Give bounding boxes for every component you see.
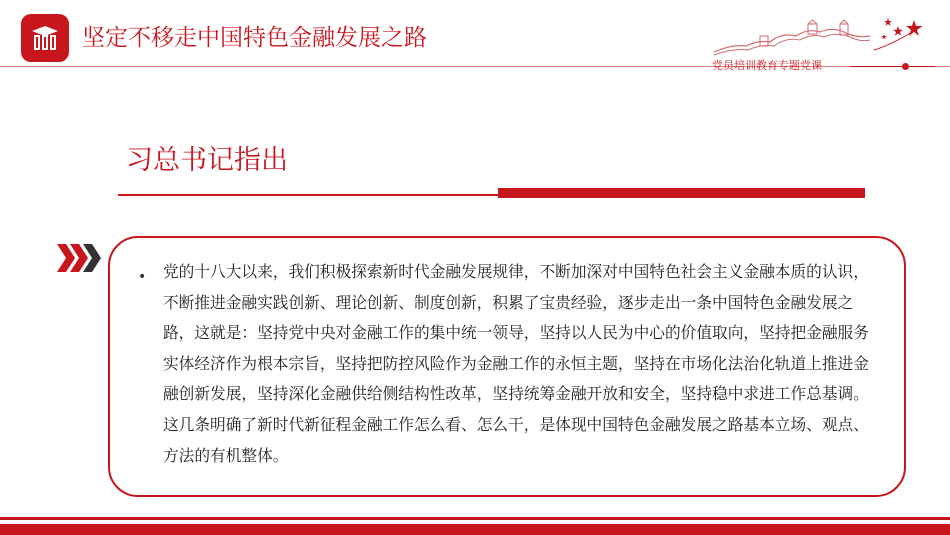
section-title-underline-thin: [118, 194, 503, 196]
logo: [21, 14, 69, 62]
books-icon: [29, 23, 61, 53]
header-subtitle: 党员培训教育专题党课: [712, 59, 822, 72]
section-title: 习总书记指出: [126, 145, 288, 176]
great-wall-icon: [712, 18, 872, 58]
footer-rule-thin: [0, 517, 950, 520]
chevrons-right-icon: [57, 244, 101, 272]
header-accent-dot: [902, 63, 909, 70]
page-title: 坚定不移走中国特色金融发展之路: [82, 25, 427, 51]
footer-rule-thick: [0, 524, 950, 535]
header-accent-rule: [850, 66, 935, 67]
body-paragraph: 党的十八大以来，我们积极探索新时代金融发展规律，不断加深对中国特色社会主义金融本质的认识，不断推进金融实践创新、理论创新、制度创新，积累了宝贵经验，逐步走出一条中国特色金融发展之路，这就是：坚持党中央对金融工作的集中统一领导，坚持以人民为中心的价值取向，坚持把金融服务实体经济作为根本宗旨，坚持把防控风险作为金融工作的永恒主题，坚持在市场化法治化轨道上推进金融创新发展，坚持深化金融供给侧结构性改革，坚持统筹金融开放和安全，坚持稳中求进工作总基调。这几条明确了新时代新征程金融工作怎么看、怎么干，是体现中国特色金融发展之路基本立场、观点、方法的有机整体。: [163, 262, 869, 465]
stars-icon: [872, 14, 928, 54]
bullet-point-icon: •: [138, 269, 147, 285]
section-title-underline-thick: [498, 188, 865, 198]
